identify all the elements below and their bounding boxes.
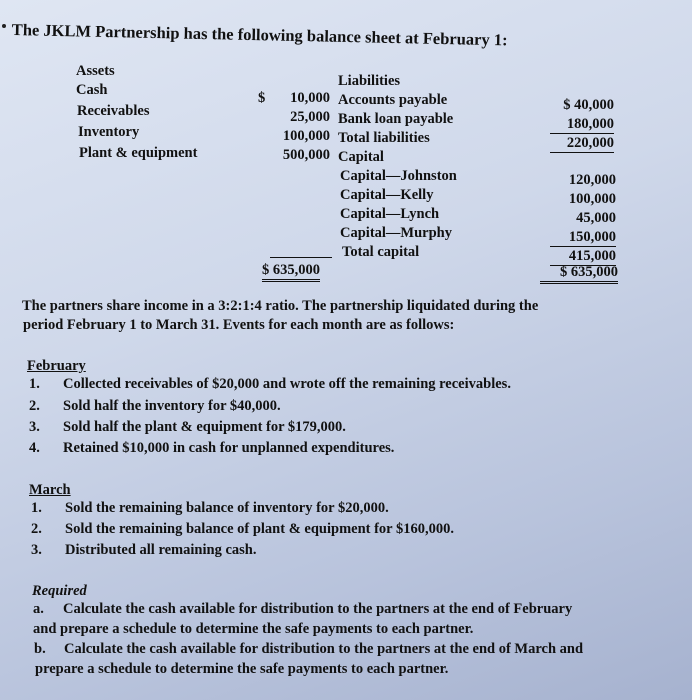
capital-amount: 120,000 bbox=[568, 172, 616, 188]
capital-heading: Capital bbox=[338, 149, 384, 165]
item-text: Sold the remaining balance of inventory for $20,000. bbox=[65, 500, 389, 516]
required-heading: Required bbox=[32, 583, 87, 599]
capital-amount: 150,000 bbox=[550, 228, 616, 247]
required-a-line bbox=[33, 600, 572, 618]
required-a-label: a. bbox=[33, 601, 44, 617]
march-item bbox=[31, 541, 256, 559]
capital-amount: 415,000 bbox=[550, 247, 616, 266]
february-item bbox=[29, 418, 346, 436]
liability-label: Accounts payable bbox=[338, 92, 448, 108]
asset-amount: 500,000 bbox=[282, 147, 330, 163]
march-item bbox=[31, 499, 389, 517]
item-number: 1. bbox=[31, 500, 42, 516]
required-b-line bbox=[34, 640, 583, 658]
february-item bbox=[29, 375, 511, 393]
capital-label: Total capital bbox=[342, 244, 420, 260]
assets-total-rule bbox=[270, 257, 332, 258]
february-item bbox=[29, 397, 281, 415]
assets-heading: Assets bbox=[76, 63, 115, 79]
asset-label: Inventory bbox=[78, 124, 140, 140]
item-text: Sold the remaining balance of plant & equipment for $160,000. bbox=[65, 521, 454, 537]
item-text: Collected receivables of $20,000 and wrote off the remaining receivables. bbox=[63, 376, 511, 392]
capital-amount: 100,000 bbox=[568, 191, 616, 207]
liability-amount: 180,000 bbox=[550, 115, 614, 134]
march-item bbox=[31, 520, 454, 538]
capital-amount: 45,000 bbox=[576, 210, 616, 226]
liability-label: Bank loan payable bbox=[338, 111, 454, 127]
grand-total: $ 635,000 bbox=[540, 263, 618, 284]
item-number: 4. bbox=[29, 440, 40, 456]
march-heading: March bbox=[29, 482, 71, 498]
liabilities-heading: Liabilities bbox=[338, 73, 401, 89]
item-text: Retained $10,000 in cash for unplanned expenditures. bbox=[63, 440, 395, 456]
asset-amount: 100,000 bbox=[282, 128, 330, 144]
liability-amount: $ 40,000 bbox=[563, 97, 614, 113]
capital-label: Capital—Johnston bbox=[340, 168, 457, 184]
bullet-mark bbox=[2, 24, 6, 28]
liability-label: Total liabilities bbox=[338, 130, 430, 146]
item-text: Sold half the inventory for $40,000. bbox=[63, 398, 281, 414]
required-a-text: Calculate the cash available for distribution to the partners at the end of February bbox=[63, 601, 573, 617]
capital-label: Capital—Kelly bbox=[340, 187, 434, 203]
assets-total: $ 635,000 bbox=[262, 261, 320, 282]
intro-line: period February 1 to March 31. Events for each month are as follows: bbox=[23, 317, 455, 333]
asset-dollar-sign: $ bbox=[258, 90, 266, 106]
february-heading: February bbox=[27, 358, 86, 374]
february-item bbox=[29, 439, 394, 457]
asset-amount: 25,000 bbox=[290, 109, 330, 125]
capital-label: Capital—Lynch bbox=[340, 206, 440, 222]
required-a-line2: and prepare a schedule to determine the safe payments to each partner. bbox=[33, 621, 474, 637]
liability-amount: 220,000 bbox=[550, 134, 614, 153]
item-text: Distributed all remaining cash. bbox=[65, 542, 257, 558]
required-b-line2: prepare a schedule to determine the safe payments to each partner. bbox=[35, 661, 449, 677]
asset-label: Receivables bbox=[77, 103, 150, 119]
problem-title: The JKLM Partnership has the following balance sheet at February 1: bbox=[11, 20, 508, 50]
asset-amount: 10,000 bbox=[290, 90, 330, 106]
item-number: 3. bbox=[31, 542, 42, 558]
item-number: 3. bbox=[29, 419, 40, 435]
required-b-text: Calculate the cash available for distribution to the partners at the end of March and bbox=[64, 641, 584, 657]
capital-label: Capital—Murphy bbox=[340, 225, 452, 241]
intro-line: The partners share income in a 3:2:1:4 ratio. The partnership liquidated during the bbox=[22, 298, 539, 314]
item-number: 1. bbox=[29, 376, 40, 392]
asset-label: Plant & equipment bbox=[79, 145, 198, 161]
item-number: 2. bbox=[29, 398, 40, 414]
asset-label: Cash bbox=[76, 82, 108, 98]
item-number: 2. bbox=[31, 521, 42, 537]
required-b-label: b. bbox=[34, 641, 46, 657]
item-text: Sold half the plant & equipment for $179,000. bbox=[63, 419, 346, 435]
